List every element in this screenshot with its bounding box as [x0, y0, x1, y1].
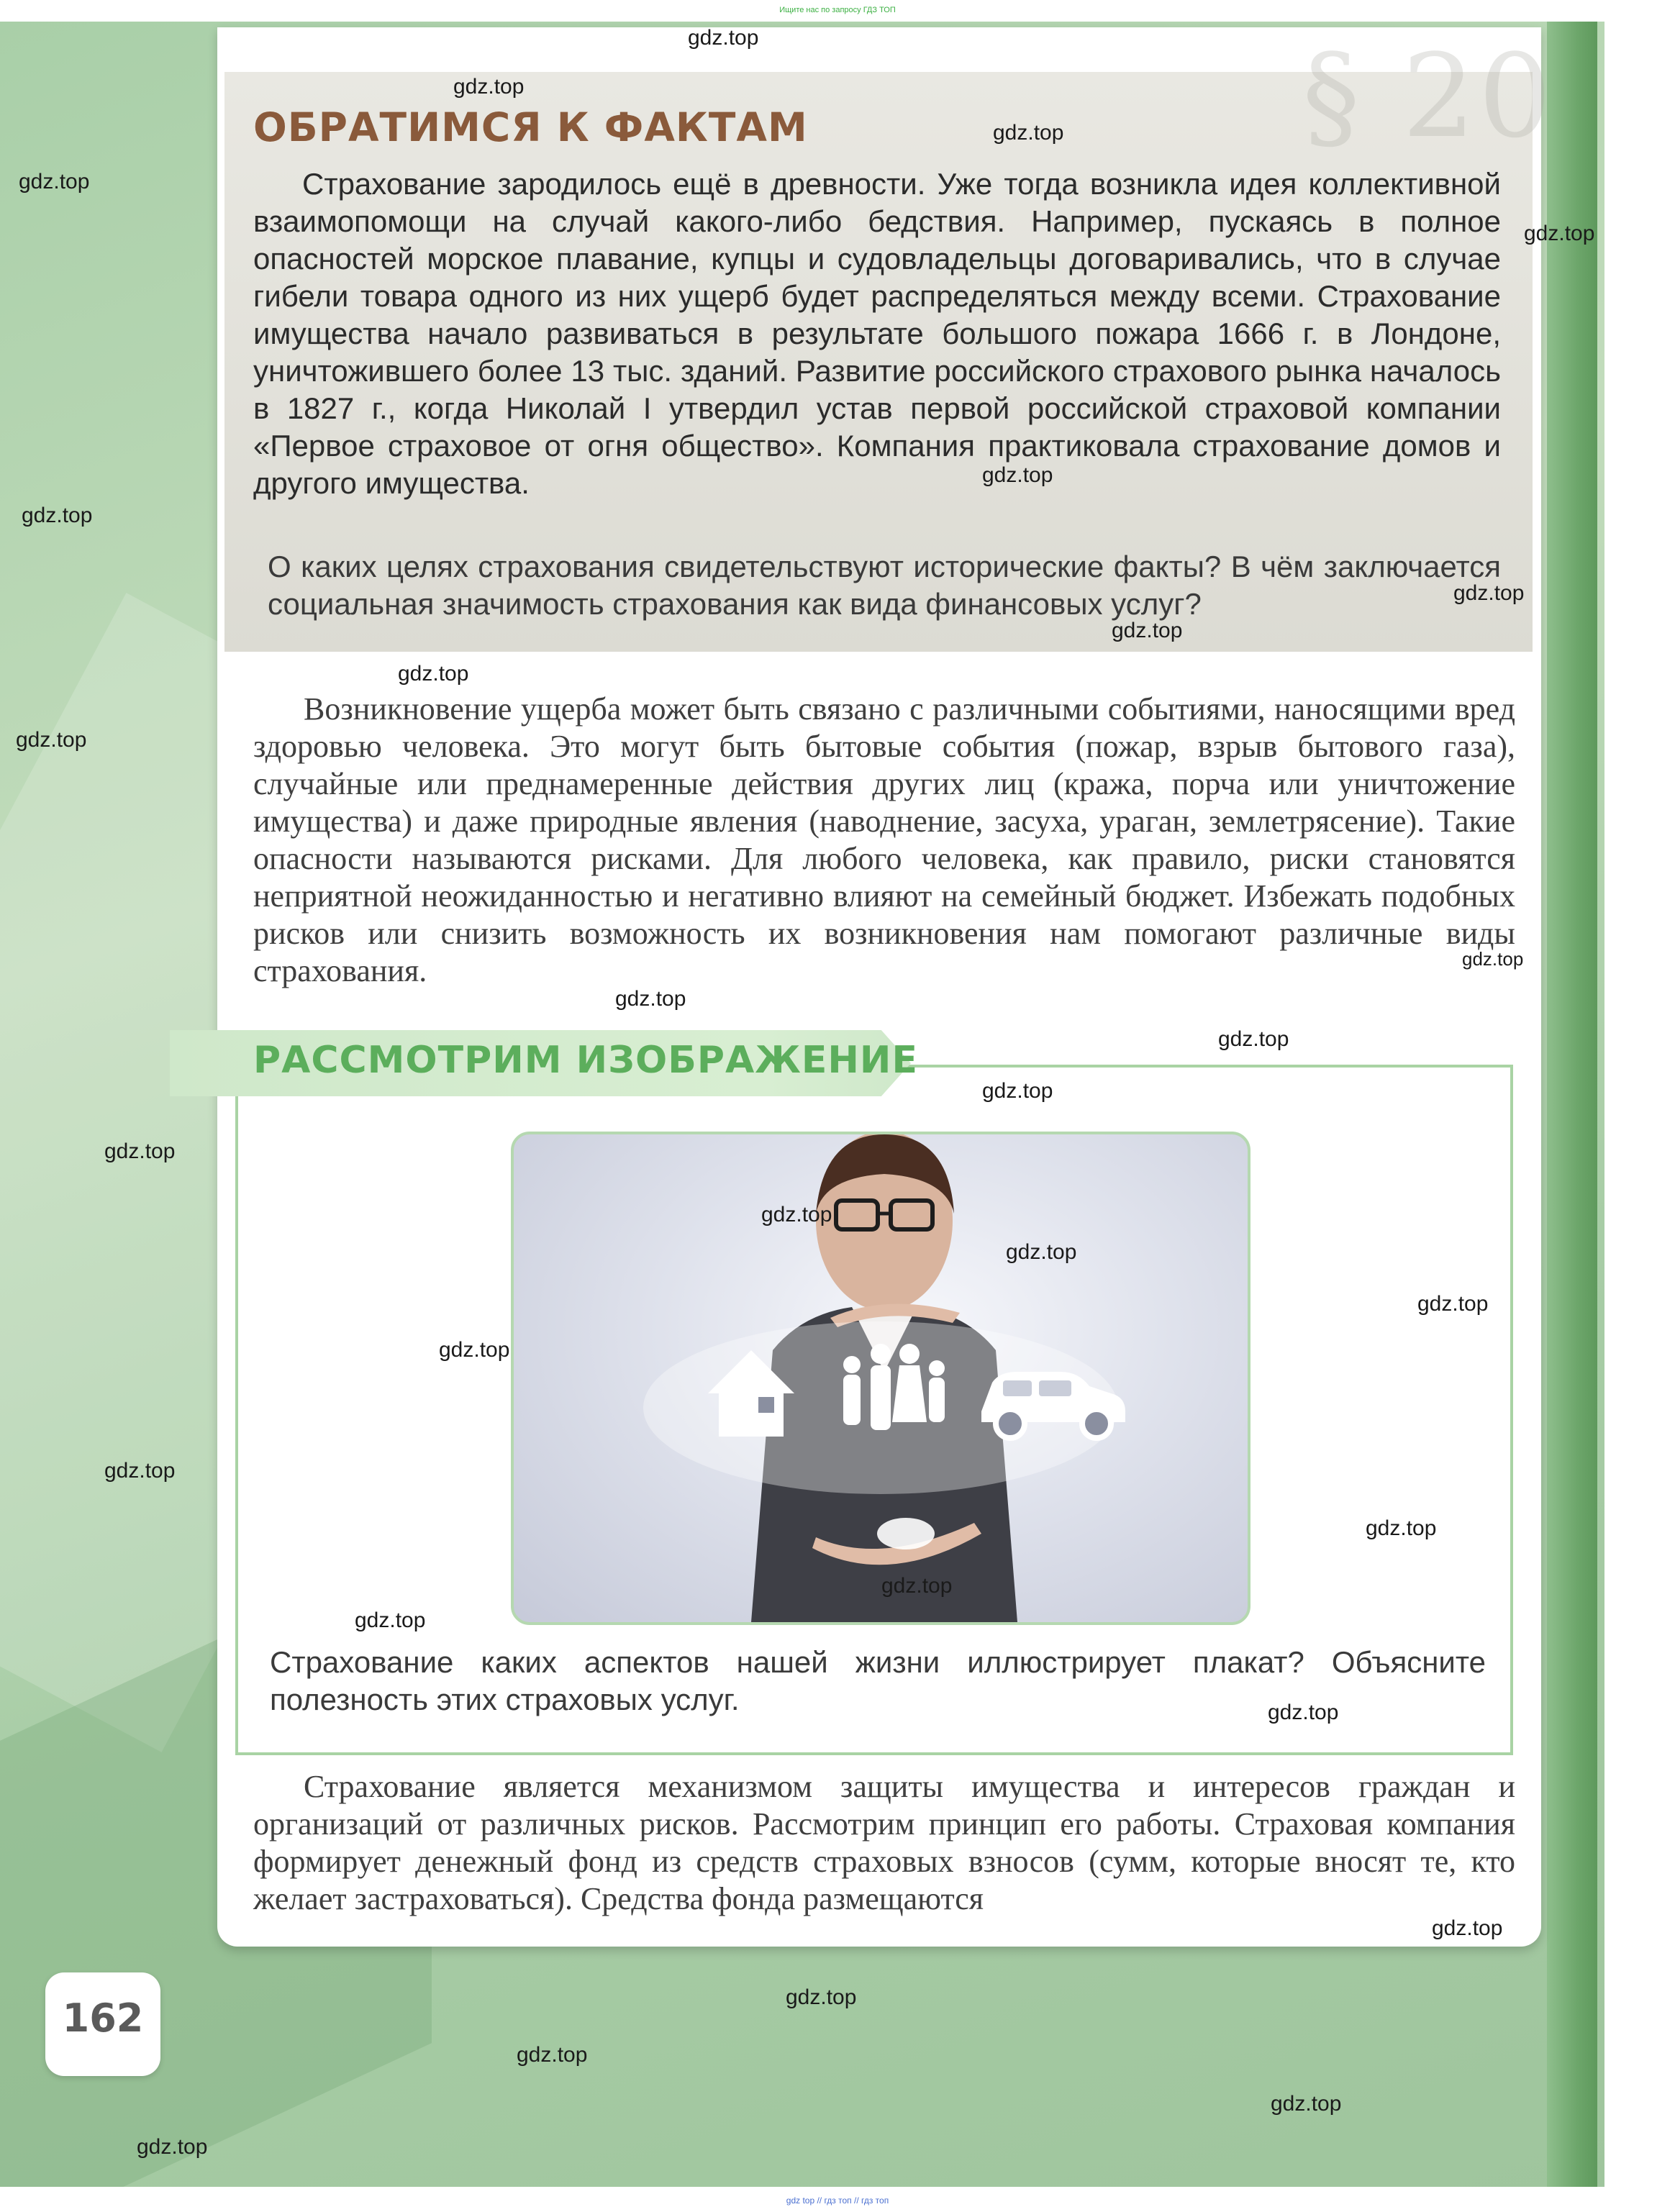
insurance-poster-image [511, 1132, 1250, 1625]
watermark: gdz.top [881, 1574, 953, 1598]
bottom-banner: gdz top // гдз топ // гдз топ [786, 2195, 889, 2206]
watermark: gdz.top [1271, 2092, 1342, 2116]
watermark: gdz.top [355, 1608, 426, 1632]
watermark: gdz.top [16, 728, 87, 752]
watermark: gdz.top [22, 504, 93, 527]
facts-title: ОБРАТИМСЯ К ФАКТАМ [253, 104, 808, 150]
watermark: gdz.top [1268, 1701, 1339, 1724]
watermark: gdz.top [104, 1459, 176, 1483]
watermark: gdz.top [104, 1139, 176, 1163]
watermark: gdz.top [982, 463, 1053, 487]
watermark: gdz.top [982, 1079, 1053, 1103]
watermark: gdz.top [1006, 1240, 1077, 1264]
watermark: gdz.top [517, 2043, 588, 2067]
page-number: 162 [62, 1995, 144, 2041]
watermark: gdz.top [453, 75, 525, 99]
watermark: gdz.top [1432, 1916, 1503, 1940]
watermark: gdz.top [993, 121, 1064, 145]
image-section-question: Страхование каких аспектов нашей жизни иллюстрирует плакат? Объясните полезность этих страховых услуг. [270, 1645, 1486, 1716]
book-spine [1547, 22, 1597, 2187]
body-paragraph: Страхование является механизмом защиты имущества и интересов граждан и организаций от различных рисков. Рассмотрим принцип его работы. Страховая компания формирует денежный фонд из средств страховых взносов (сумм, которые вносят те, кто желает застраховаться). Средства фонда размещаются [253, 1769, 1515, 1916]
watermark: gdz.top [688, 26, 759, 50]
watermark: gdz.top [761, 1203, 832, 1226]
watermark: gdz.top [1218, 1027, 1289, 1051]
watermark: gdz.top [439, 1338, 510, 1362]
watermark: gdz.top [1453, 581, 1525, 605]
top-banner: Ищите нас по запросу ГДЗ ТОП [779, 6, 896, 14]
body-paragraph: Возникновение ущерба может быть связано с различными событиями, наносящими вред здоровью человека. Это могут быть бытовые события (пожар, взрыв бытового газа), случайные или преднамеренные действия других лиц (кража, порча или уничтожение имущества) и даже природные явления (наводнение, засуха, ураган, землетрясение). Такие опасности называются рисками. Для любого человека, как правило, риски становятся неприятной неожиданностью и негативно влияют на семейный бюджет. Избежать подобных рисков или снизить возможность их возникновения нам помогают различные виды страхования. [253, 691, 1515, 988]
watermark: gdz.top [1462, 948, 1524, 970]
facts-text: Страхование зародилось ещё в древности. Уже тогда возникла идея коллективной взаимопомощи на случай какого-либо бедствия. Например, пускаясь в полное опасностей морское плавание, купцы и судовладельцы договаривались, что в случае гибели товара одного из них ущерб будет распределяться между всеми. Страхование имущества начало развиваться в результате большого пожара 1666 г. в Лондоне, уничтожившего более 13 тыс. зданий. Развитие российского страхового рынка началось в 1827 г., когда Николай I утвердил устав первой российской страховой компании «Первое страховое от огня общество». Компания практиковала страхование домов и другого имущества. [253, 167, 1501, 500]
watermark: gdz.top [1524, 222, 1595, 245]
image-section-title: РАССМОТРИМ ИЗОБРАЖЕНИЕ [253, 1039, 918, 1082]
watermark: gdz.top [786, 1985, 857, 2009]
insurance-poster-illustration [514, 1134, 1248, 1622]
paragraph-marker: § 20 [1302, 29, 1555, 163]
watermark: gdz.top [1112, 619, 1183, 642]
watermark: gdz.top [1366, 1516, 1437, 1540]
watermark: gdz.top [615, 987, 686, 1011]
facts-question: О каких целях страхования свидетельствуют исторические факты? В чём заключается социальная значимость страхования как вида финансовых услуг? [268, 550, 1501, 621]
watermark: gdz.top [398, 662, 469, 686]
watermark: gdz.top [137, 2135, 208, 2159]
watermark: gdz.top [19, 170, 90, 194]
watermark: gdz.top [1417, 1292, 1489, 1316]
